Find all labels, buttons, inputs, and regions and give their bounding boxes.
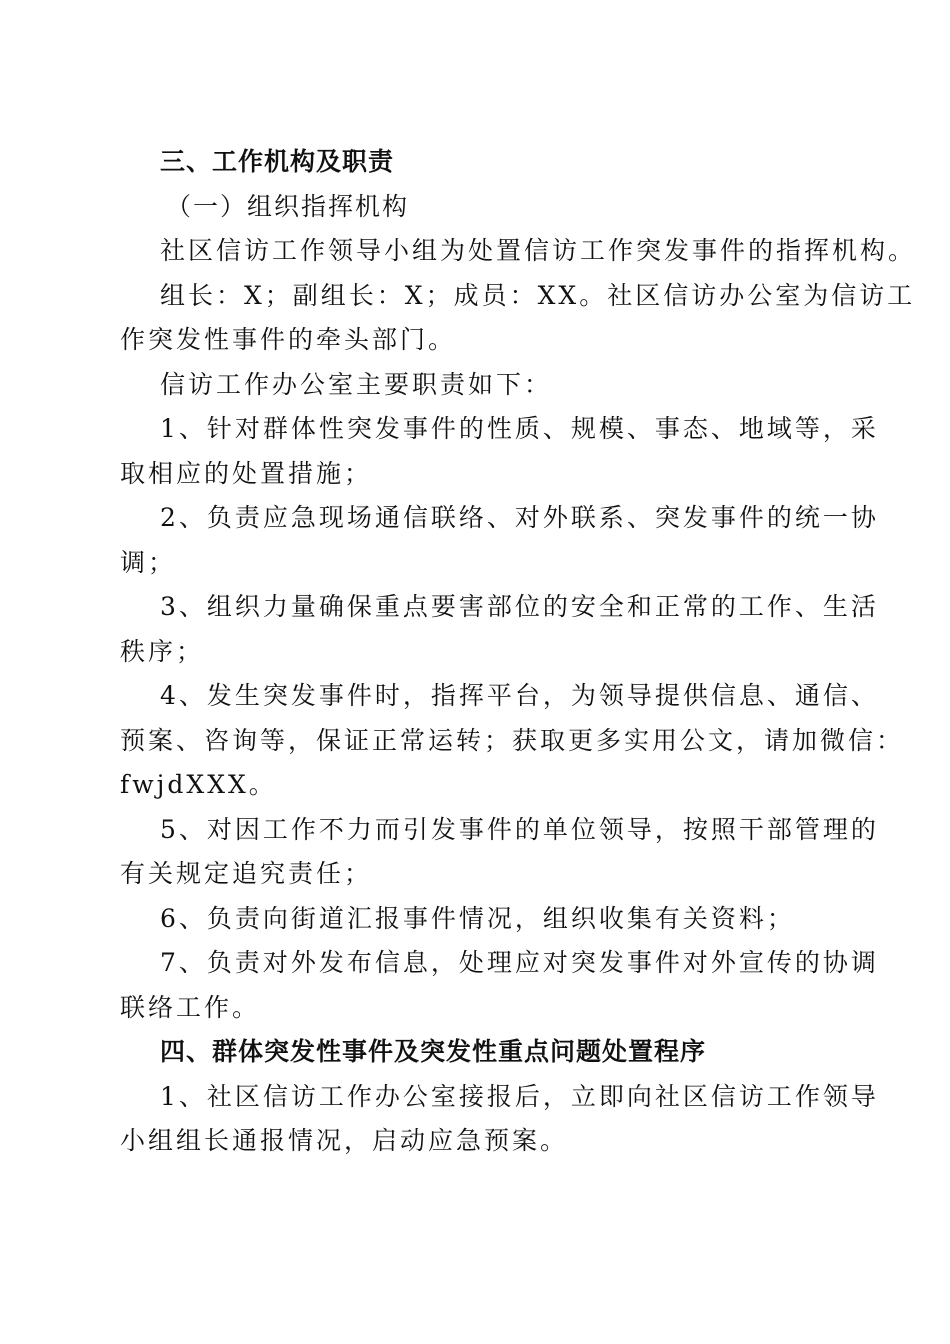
list-item-line: 有关规定追究责任； [120, 859, 373, 888]
paragraph-line: 组长：X；副组长：X；成员：XX。社区信访办公室为信访工 [160, 280, 916, 310]
list-item-line: 秩序； [120, 636, 205, 666]
paragraph-line: 信访工作办公室主要职责如下： [160, 369, 553, 399]
list-item-line: 7、负责对外发布信息，处理应对突发事件对外宣传的协调 [160, 948, 879, 977]
list-item-line: 预案、咨询等，保证正常运转；获取更多实用公文，请加微信： [120, 725, 905, 755]
list-item-line: 小组组长通报情况，启动应急预案。 [120, 1126, 569, 1155]
subsection-heading: （一）组织指挥机构 [166, 191, 410, 221]
list-item-line: 调； [120, 547, 177, 577]
list-item-line: 5、对因工作不力而引发事件的单位领导，按照干部管理的 [160, 814, 879, 844]
list-item-line: 取相应的处置措施； [120, 458, 373, 488]
paragraph-line: 作突发性事件的牵头部门。 [120, 325, 457, 354]
list-item-line: 联络工作。 [120, 992, 261, 1022]
section-heading: 四、群体突发性事件及突发性重点问题处置程序 [160, 1037, 707, 1066]
paragraph-line: 社区信访工作领导小组为处置信访工作突发事件的指挥机构。 [160, 236, 917, 265]
document-body [120, 140, 917, 1164]
list-item-line: fwjdXXX。 [120, 770, 277, 799]
list-item-line: 1、针对群体性突发事件的性质、规模、事态、地域等，采 [160, 414, 879, 443]
list-item-line: 3、组织力量确保重点要害部位的安全和正常的工作、生活 [160, 592, 879, 621]
list-item-line: 1、社区信访工作办公室接报后，立即向社区信访工作领导 [160, 1081, 879, 1111]
list-item-line: 2、负责应急现场通信联络、对外联系、突发事件的统一协 [160, 503, 879, 532]
list-item-line: 6、负责向街道汇报事件情况，组织收集有关资料； [160, 903, 795, 933]
list-item-line: 4、发生突发事件时，指挥平台，为领导提供信息、通信、 [160, 681, 879, 710]
section-heading: 三、工作机构及职责 [160, 147, 395, 176]
